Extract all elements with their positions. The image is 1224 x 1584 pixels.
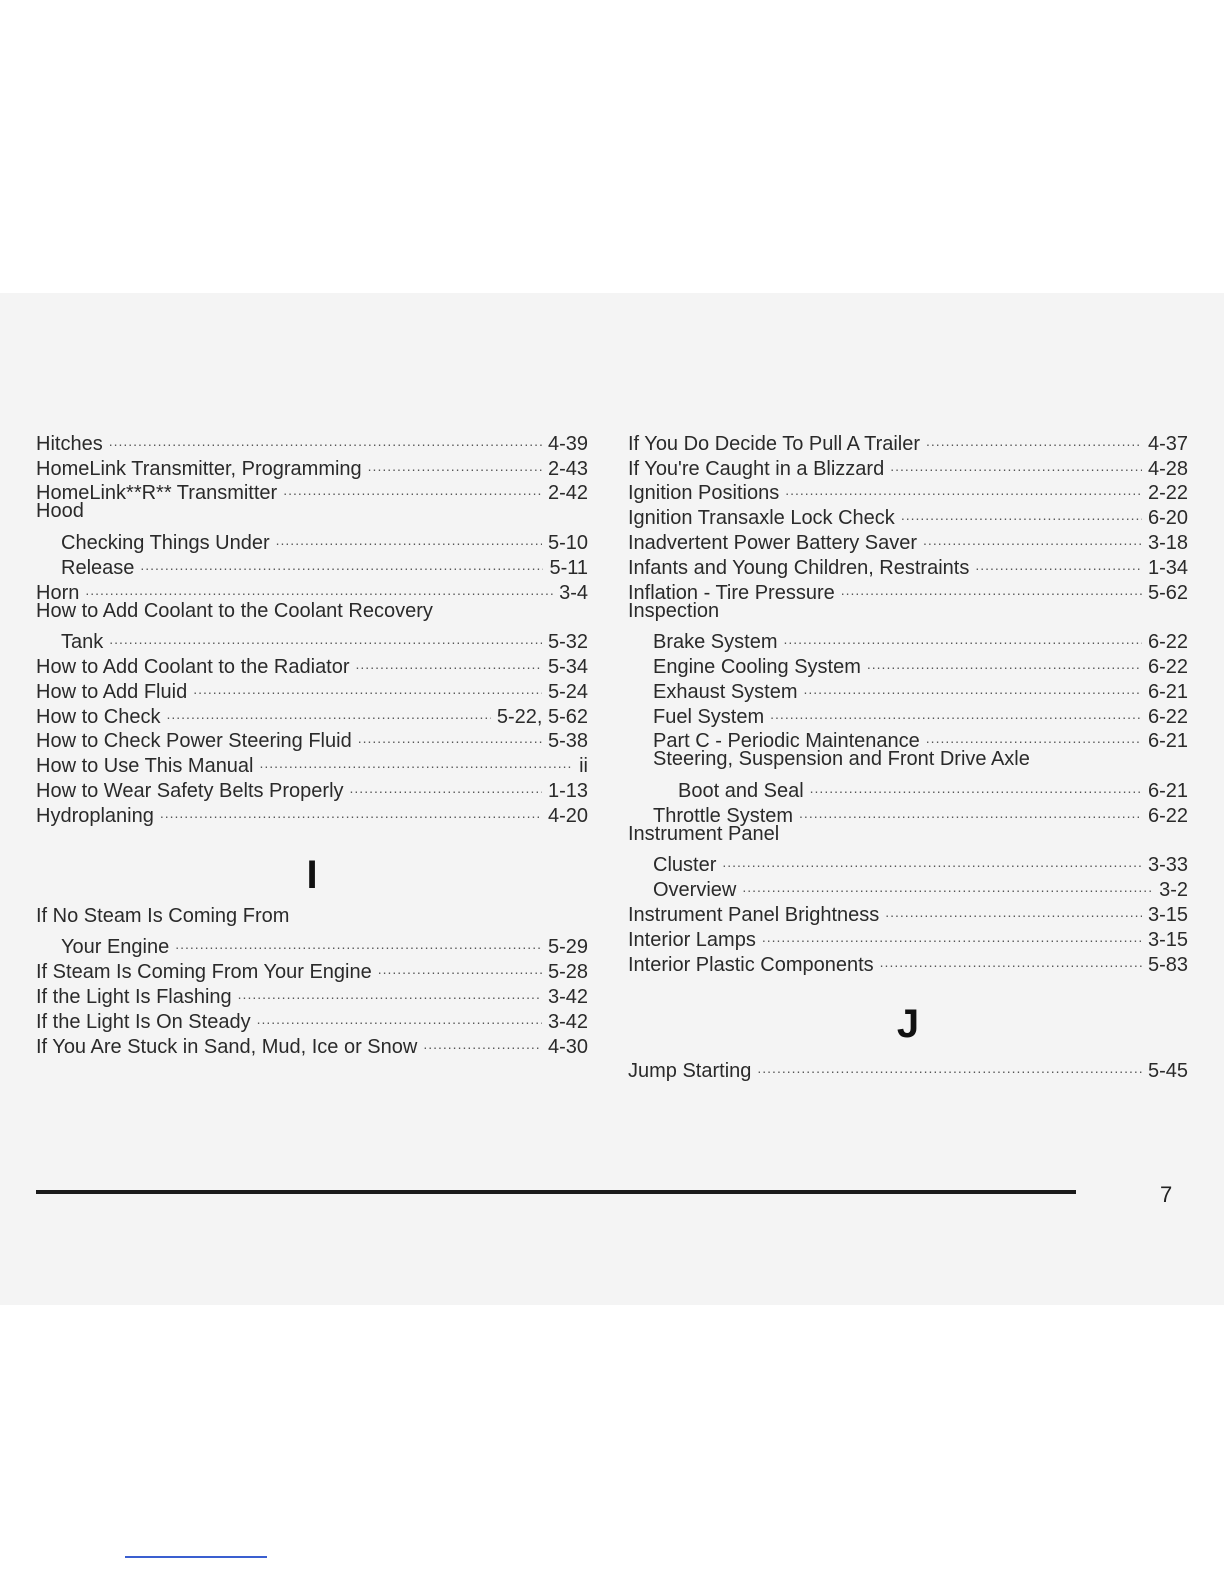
section-letter-j: J — [896, 1001, 920, 1046]
dot-leader — [109, 425, 542, 450]
index-entry — [628, 822, 1188, 847]
index-entry-label: How to Check — [36, 705, 161, 728]
index-entry-label: HomeLink Transmitter, Programming — [36, 457, 362, 480]
index-entry-label: Jump Starting — [628, 1060, 752, 1083]
index-entry-label: Brake System — [653, 631, 778, 654]
index-column-left — [36, 425, 588, 1058]
index-entry-label: If You Do Decide To Pull A Trailer — [628, 432, 921, 455]
index-entry — [36, 425, 588, 455]
dot-leader — [722, 847, 1142, 872]
dot-leader — [167, 698, 491, 723]
index-entry-label: How to Add Coolant to the Coolant Recovery — [36, 599, 433, 622]
index-entry-page: 5-45 — [1147, 1060, 1188, 1083]
index-list-i — [36, 904, 588, 1058]
footer-rule — [36, 1190, 1076, 1194]
index-entry-label: If You're Caught in a Blizzard — [628, 457, 885, 480]
index-entry-label: Throttle System — [653, 804, 794, 827]
index-entry-page: 5-38 — [547, 730, 588, 753]
index-entry-page: 5-22, 5-62 — [496, 705, 588, 728]
index-entry-page: 3-15 — [1147, 928, 1188, 951]
index-entry-label: Ignition Transaxle Lock Check — [628, 507, 895, 530]
index-entry-page: 6-22 — [1147, 631, 1188, 654]
index-entry-label: Release — [61, 556, 135, 579]
dot-leader — [356, 648, 542, 673]
underline-mark — [125, 1556, 267, 1558]
index-entry — [628, 623, 1188, 654]
index-entry-label: Instrument Panel Brightness — [628, 903, 880, 926]
index-entry-label: Hood — [36, 500, 84, 523]
index-entry-label: Part C - Periodic Maintenance — [653, 730, 920, 753]
dot-leader — [804, 673, 1142, 698]
index-column-right — [628, 425, 1188, 1083]
index-entry-label: Infants and Young Children, Restraints — [628, 556, 970, 579]
index-entry-label: HomeLink**R** Transmitter — [36, 482, 278, 505]
index-entry-page: 3-4 — [559, 581, 588, 604]
index-entry-label: Checking Things Under — [61, 531, 270, 554]
index-entry-page: 6-21 — [1147, 779, 1188, 802]
index-entry-page: 3-33 — [1147, 854, 1188, 877]
index-list-i-continued — [628, 425, 1188, 976]
index-entry-label: If No Steam Is Coming From — [36, 904, 290, 927]
index-entry — [36, 599, 588, 624]
index-entry-label: Interior Lamps — [628, 928, 756, 951]
index-entry-label: How to Use This Manual — [36, 755, 254, 778]
index-entry-label: Engine Cooling System — [653, 655, 861, 678]
index-entry — [36, 904, 588, 929]
index-entry-page: 2-22 — [1147, 482, 1188, 505]
index-entry-page: 3-2 — [1159, 879, 1188, 902]
index-entry-label: How to Check Power Steering Fluid — [36, 730, 352, 753]
dot-leader — [926, 723, 1142, 748]
index-entry-page: 3-42 — [547, 1010, 588, 1033]
index-entry-page: 3-15 — [1147, 903, 1188, 926]
dot-leader — [890, 450, 1142, 475]
dot-leader — [85, 574, 553, 599]
index-entry-label: Inspection — [628, 599, 720, 622]
dot-leader — [742, 871, 1153, 896]
dot-leader — [867, 648, 1142, 673]
index-entry-page: 5-29 — [547, 936, 588, 959]
index-entry-label: Ignition Positions — [628, 482, 780, 505]
dot-leader — [841, 574, 1142, 599]
index-entry-label: Your Engine — [61, 936, 170, 959]
index-entry-page: 5-10 — [547, 531, 588, 554]
dot-leader — [885, 896, 1142, 921]
section-letter-i: I — [306, 852, 318, 897]
index-entry-page: 6-22 — [1147, 804, 1188, 827]
dot-leader — [799, 797, 1142, 822]
index-entry-label: If the Light Is Flashing — [36, 985, 232, 1008]
index-entry — [628, 747, 1188, 772]
index-entry-page: 5-11 — [549, 556, 588, 579]
dot-leader — [923, 524, 1142, 549]
dot-leader — [193, 673, 542, 698]
index-entry-page: 4-28 — [1147, 457, 1188, 480]
dot-leader — [783, 623, 1141, 648]
index-entry-page: 5-32 — [547, 631, 588, 654]
index-entry-page: 4-30 — [547, 1035, 588, 1058]
index-entry-page: 3-18 — [1147, 531, 1188, 554]
index-entry-label: Exhaust System — [653, 680, 798, 703]
page-number: 7 — [1160, 1182, 1173, 1207]
dot-leader — [260, 747, 574, 772]
index-list-j — [628, 1053, 1188, 1083]
index-entry — [628, 847, 1188, 877]
index-entry-label: Overview — [653, 879, 737, 902]
index-entry-label: Instrument Panel — [628, 822, 780, 845]
index-entry-page: 5-24 — [547, 680, 588, 703]
index-entry-label: How to Wear Safety Belts Properly — [36, 779, 344, 802]
dot-leader — [423, 1028, 542, 1053]
index-entry-page: 1-13 — [547, 779, 588, 802]
index-entry-page: ii — [579, 755, 588, 778]
index-entry — [628, 599, 1188, 624]
index-entry-page: 4-37 — [1147, 432, 1188, 455]
dot-leader — [785, 475, 1142, 500]
dot-leader — [109, 623, 542, 648]
index-entry-label: How to Add Fluid — [36, 680, 188, 703]
index-entry-label: Boot and Seal — [678, 779, 804, 802]
index-entry — [628, 425, 1188, 455]
index-entry-label: Inflation - Tire Pressure — [628, 581, 835, 604]
index-entry-label: Horn — [36, 581, 80, 604]
index-entry-label: Tank — [61, 631, 104, 654]
index-entry — [36, 623, 588, 654]
index-entry — [36, 524, 588, 554]
dot-leader — [378, 953, 542, 978]
index-entry-page: 1-34 — [1147, 556, 1188, 579]
dot-leader — [257, 1003, 542, 1028]
index-entry-page: 4-39 — [547, 432, 588, 455]
index-list-h — [36, 425, 588, 827]
index-entry-page: 2-43 — [547, 457, 588, 480]
dot-leader — [140, 549, 543, 574]
index-entry-label: How to Add Coolant to the Radiator — [36, 655, 350, 678]
dot-leader — [283, 475, 542, 500]
dot-leader — [368, 450, 542, 475]
dot-leader — [175, 929, 542, 954]
dot-leader — [358, 723, 542, 748]
dot-leader — [757, 1053, 1142, 1078]
dot-leader — [160, 797, 542, 822]
index-entry-page: 4-20 — [547, 804, 588, 827]
index-entry-label: Hitches — [36, 432, 103, 455]
index-entry-page: 5-62 — [1147, 581, 1188, 604]
index-entry-label: Cluster — [653, 854, 717, 877]
index-entry-label: If You Are Stuck in Sand, Mud, Ice or Snow — [36, 1035, 418, 1058]
index-entry-page: 6-21 — [1147, 730, 1188, 753]
index-entry-page: 5-83 — [1147, 953, 1188, 976]
dot-leader — [762, 921, 1142, 946]
dot-leader — [901, 499, 1142, 524]
index-entry — [628, 772, 1188, 802]
dot-leader — [926, 425, 1142, 450]
index-entry-label: Fuel System — [653, 705, 765, 728]
index-entry-page: 3-42 — [547, 985, 588, 1008]
dot-leader — [810, 772, 1142, 797]
dot-leader — [975, 549, 1142, 574]
dot-leader — [276, 524, 542, 549]
index-entry — [36, 574, 588, 604]
index-entry-label: Steering, Suspension and Front Drive Axle — [653, 748, 1030, 771]
index-entry — [36, 648, 588, 678]
index-entry-label: If Steam Is Coming From Your Engine — [36, 961, 372, 984]
dot-leader — [880, 946, 1142, 971]
index-entry-page: 6-22 — [1147, 655, 1188, 678]
index-entry-label: Interior Plastic Components — [628, 953, 874, 976]
index-entry-page: 2-42 — [547, 482, 588, 505]
index-entry — [36, 450, 588, 480]
index-entry-label: Hydroplaning — [36, 804, 154, 827]
index-entry-page: 6-22 — [1147, 705, 1188, 728]
index-entry-page: 6-20 — [1147, 507, 1188, 530]
index-entry-label: If the Light Is On Steady — [36, 1010, 251, 1033]
index-entry-page: 6-21 — [1147, 680, 1188, 703]
dot-leader — [350, 772, 542, 797]
dot-leader — [238, 978, 542, 1003]
index-entry-page: 5-28 — [547, 961, 588, 984]
index-entry-label: Inadvertent Power Battery Saver — [628, 531, 918, 554]
index-entry — [628, 1053, 1188, 1083]
index-entry — [36, 929, 588, 959]
dot-leader — [770, 698, 1142, 723]
index-entry-page: 5-34 — [547, 655, 588, 678]
